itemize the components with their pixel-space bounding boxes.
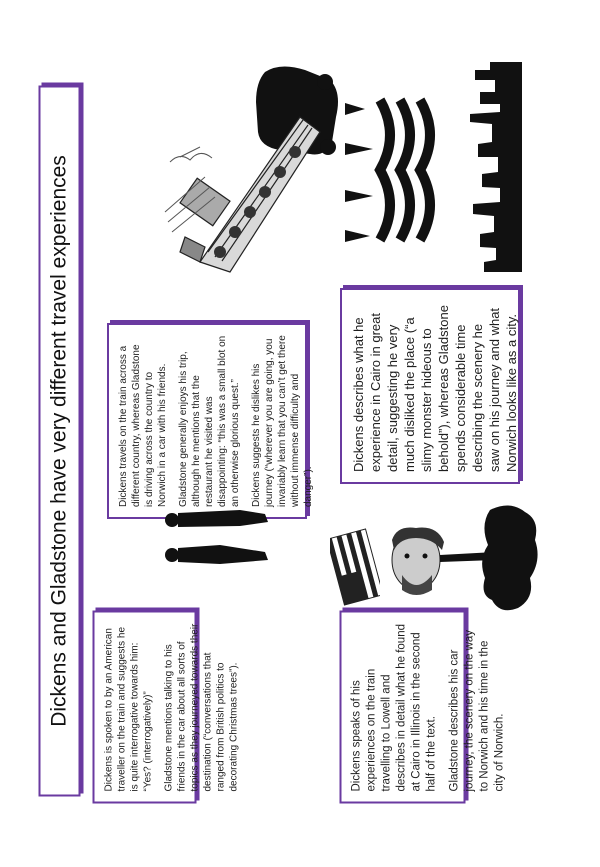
paragraph: Gladstone mentions talking to his friends in the car about all sorts of topics as they journeyed towards their destination (“conversations that ranged from British politics to decorating Christmas trees”). xyxy=(163,623,240,792)
paragraph: Dickens describes what he experience in Cairo in great detail, suggesting he very much disliked the place (“a slimy monster hideous to behold”), whereas Gladstone spends considerable time describing the scenery he saw on his journey and what Norwich looks like as a city. xyxy=(351,305,519,472)
steam-train-illustration xyxy=(160,62,345,277)
paragraph: Dickens suggests he dislikes his journey (“wherever you are going, you invariably learn that you can’t get there without immense difficulty and danger”). xyxy=(251,335,314,507)
paragraph: Dickens travels on the train across a different country, whereas Gladstone is driving across the country to Norwich in a car with his friends. xyxy=(118,344,168,507)
two-people-silhouette xyxy=(160,500,280,580)
text-box-bottom-middle xyxy=(340,288,520,484)
paragraph: Dickens speaks of his experiences on the train travelling to Lowell and describes in detail what he found at Cairo in Illinois in the second half of the text. xyxy=(350,624,438,792)
page-title: Dickens and Gladstone have very different travel experiences xyxy=(47,155,71,727)
norwich-spires-silhouette xyxy=(345,95,455,245)
title-banner xyxy=(39,86,81,797)
american-flag xyxy=(330,528,380,606)
tree-silhouette xyxy=(440,500,540,615)
paragraph: Gladstone describes his car journey, the scenery on the way to Norwich and his time in the city of Norwich. xyxy=(448,629,506,792)
paragraph: Dickens is spoken to by an American traveller on the train and suggests he is quite interrogative towards him: “Yes? (interrogatively)” xyxy=(103,626,154,792)
text-box-top-middle xyxy=(107,323,314,519)
paragraph: Gladstone generally enjoys his trip, although he mentions that the restaurant he visited was disappointing: “this was a small blot on an otherwise glorious quest.” xyxy=(178,335,241,507)
text-box-bottom-left xyxy=(340,611,506,804)
text-box-top-left xyxy=(93,611,240,804)
city-skyline-silhouette xyxy=(470,62,522,272)
